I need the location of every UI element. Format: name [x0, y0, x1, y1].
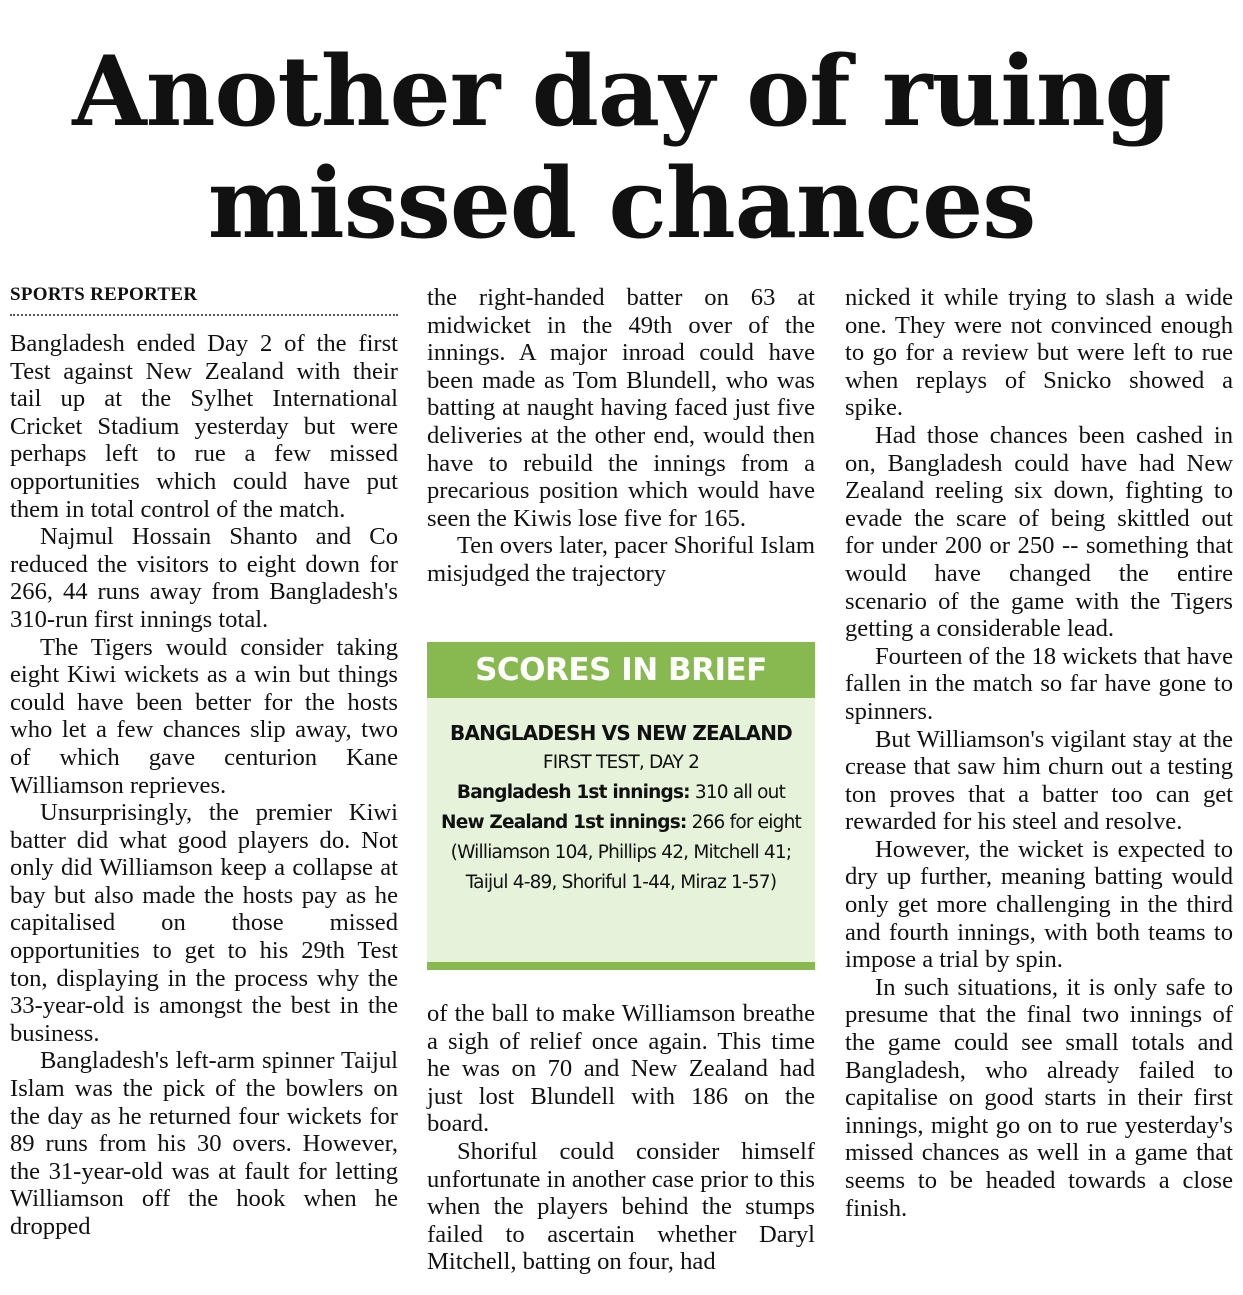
- paragraph: The Tigers would consider taking eight Kiwi wickets as a win but things could have been better for the hosts who let a few chances slip away, two of which gave centurion Kane Williamson reprieves.: [10, 633, 398, 799]
- paragraph: Bangladesh's left-arm spinner Taijul Islam was the pick of the bowlers on the day as he returned four wickets for 89 runs from his 30 overs. However, the 31-year-old was at fault for letting Williamson off the hook when he dropped: [10, 1047, 398, 1240]
- match-title: BANGLADESH VS NEW ZEALAND: [450, 721, 792, 745]
- new-zealand-innings-label: New Zealand 1st innings:: [441, 812, 687, 833]
- new-zealand-innings-score: 266 for eight (Williamson 104, Phillips 42, Mitchell 41; Taijul 4-89, Shoriful 1-44, Miraz 1-57): [450, 812, 801, 893]
- paragraph: Ten overs later, pacer Shoriful Islam misjudged the trajectory: [427, 532, 815, 587]
- scores-in-brief-body: [427, 698, 815, 898]
- paragraph: Najmul Hossain Shanto and Co reduced the visitors to eight down for 266, 44 runs away from Bangladesh's 310-run first innings total.: [10, 523, 398, 633]
- new-zealand-innings: [441, 808, 801, 898]
- bangladesh-innings-score: 310 all out: [689, 782, 786, 803]
- paragraph: Fourteen of the 18 wickets that have fallen in the match so far have gone to spinners.: [845, 642, 1233, 725]
- column-3: [845, 284, 1233, 1222]
- paragraph: In such situations, it is only safe to presume that the final two innings of the game could see small totals and Bangladesh, who already failed to capitalise on good starts in their first innings, might go on to rue yesterday's missed chances as well in a game that seems to be headed towards a close finish.: [845, 973, 1233, 1222]
- column-2-top: [427, 284, 815, 588]
- paragraph: the right-handed batter on 63 at midwicket in the 49th over of the innings. A major inroad could have been made as Tom Blundell, who was batting at naught having faced just five deliveries at the other end, would then have to rebuild the innings from a precarious position which would have seen the Kiwis lose five for 165.: [427, 284, 815, 532]
- bangladesh-innings: [441, 778, 801, 808]
- match-stage: FIRST TEST, DAY 2: [542, 752, 700, 773]
- paragraph: However, the wicket is expected to dry up further, meaning batting would only get more challenging in the third and fourth innings, with both teams to impose a trial by spin.: [845, 835, 1233, 974]
- scores-in-brief-heading: SCORES IN BRIEF: [427, 642, 815, 698]
- paragraph: Shoriful could consider himself unfortunate in another case prior to this when the players behind the stumps failed to ascertain whether Daryl Mitchell, batting on four, had: [427, 1137, 815, 1276]
- byline: SPORTS REPORTER: [10, 284, 398, 316]
- headline-line-1: Another day of ruing: [72, 35, 1171, 148]
- paragraph: Unsurprisingly, the premier Kiwi batter did what good players do. Not only did Williamson keep a collapse at bay but also made the hosts pay as he capitalised on those missed opportunities to get to his 29th Test ton, displaying in the process why the 33-year-old is amongst the best in the business.: [10, 799, 398, 1047]
- column-2-bottom: [427, 1000, 815, 1276]
- paragraph: Bangladesh ended Day 2 of the first Test against New Zealand with their tail up at the Sylhet International Cricket Stadium yesterday but were perhaps left to rue a few missed opportunities which could have put them in total control of the match.: [10, 330, 398, 523]
- scores-in-brief-box: [427, 642, 815, 970]
- paragraph: nicked it while trying to slash a wide one. They were not convinced enough to go for a review but were left to rue when replays of Snicko showed a spike.: [845, 284, 1233, 422]
- headline-line-2: missed chances: [207, 147, 1036, 260]
- headline: [0, 36, 1243, 260]
- paragraph: But Williamson's vigilant stay at the crease that saw him churn out a testing ton proves that a batter too can get rewarded for his steel and resolve.: [845, 725, 1233, 836]
- column-1: [10, 284, 398, 1241]
- paragraph: of the ball to make Williamson breathe a sigh of relief once again. This time he was on 70 and New Zealand had just lost Blundell with 186 on the board.: [427, 1000, 815, 1138]
- paragraph: Had those chances been cashed in on, Bangladesh could have had New Zealand reeling six down, fighting to evade the scare of being skittled out for under 200 or 250 -- something that would have changed the entire scenario of the game with the Tigers getting a considerable lead.: [845, 421, 1233, 643]
- bangladesh-innings-label: Bangladesh 1st innings:: [456, 782, 690, 803]
